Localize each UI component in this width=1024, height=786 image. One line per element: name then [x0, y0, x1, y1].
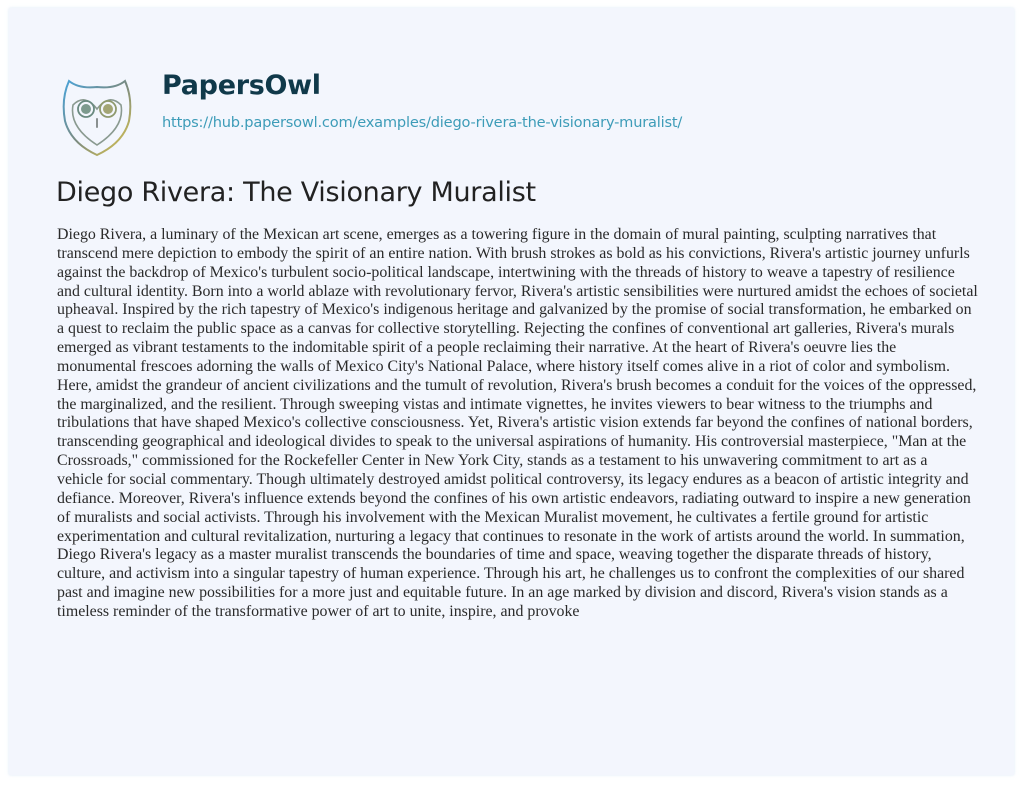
brand-name[interactable]: PapersOwl — [162, 70, 321, 101]
body-line: Here, amidst the grandeur of ancient civilizations and the tumult of revolution, Rivera's brush becomes a conduit for the voices of the oppressed, — [57, 376, 977, 394]
body-line: of muralists and social activists. Through his involvement with the Mexican Muralist movement, he cultivates a fertile ground for artistic — [57, 508, 929, 526]
body-line: and cultural identity. Born into a world ablaze with revolutionary fervor, Rivera's artistic sensibilities were nurtured amidst the echoes of societal — [57, 282, 978, 300]
body-line: transcend mere depiction to embody the spirit of an entire nation. With brush strokes as bold as his convictions, Rivera's artistic journey unfurls — [57, 244, 970, 262]
body-line: monumental frescoes adorning the walls of Mexico City's National Palace, where history itself comes alive in a riot of color and symbolism. — [57, 357, 950, 375]
body-line: timeless reminder of the transformative power of art to unite, inspire, and provoke — [57, 602, 580, 620]
body-line: vehicle for social commentary. Though ultimately destroyed amidst political controversy, its legacy endures as a beacon of artistic integrity and — [57, 470, 969, 488]
body-line: transcending geographical and ideological divides to speak to the universal aspirations of humanity. His controversial masterpiece, "Man at the — [57, 433, 967, 451]
body-line: tribulations that have shaped Mexico's collective consciousness. Yet, Rivera's artistic vision extends far beyond the confines of national borders, — [57, 414, 973, 432]
body-line: against the backdrop of Mexico's turbulent socio-political landscape, intertwining with the threads of history to weave a tapestry of resilience — [57, 263, 955, 281]
article-body — [57, 226, 997, 622]
body-line: Crossroads," commissioned for the Rockefeller Center in New York City, stands as a testament to his unwavering commitment to art as a — [57, 452, 928, 470]
body-line: the marginalized, and the resilient. Through sweeping vistas and intimate vignettes, he invites viewers to bear witness to the triumphs and — [57, 395, 933, 413]
body-line: culture, and activism into a singular tapestry of human experience. Through his art, he challenges us to confront the complexities of our shared — [57, 565, 965, 583]
body-line: experimentation and cultural revitalization, nurturing a legacy that continues to resonate in the work of artists around the world. In summation, — [57, 527, 965, 545]
body-line: upheaval. Inspired by the rich tapestry of Mexico's indigenous heritage and galvanized by the promise of social transformation, he embarked on — [57, 301, 972, 319]
document-card — [9, 8, 1014, 775]
body-line: a quest to reclaim the public space as a canvas for collective storytelling. Rejecting the confines of conventional art galleries, Rivera's murals — [57, 320, 955, 338]
body-line: defiance. Moreover, Rivera's influence extends beyond the confines of his own artistic endeavors, radiating outward to inspire a new generation — [57, 489, 971, 507]
owl-icon — [59, 75, 135, 159]
page-url-link[interactable]: https://hub.papersowl.com/examples/diego-rivera-the-visionary-muralist/ — [162, 114, 683, 131]
body-line: emerged as vibrant testaments to the indomitable spirit of a people reclaiming their narrative. At the heart of Rivera's oeuvre lies the — [57, 339, 897, 357]
page-title: Diego Rivera: The Visionary Muralist — [56, 177, 536, 208]
body-line: past and imagine new possibilities for a more just and equitable future. In an age marked by division and discord, Rivera's vision stands as a — [57, 584, 948, 602]
body-line: Diego Rivera's legacy as a master muralist transcends the boundaries of time and space, weaving together the disparate threads of history, — [57, 546, 932, 564]
body-line: Diego Rivera, a luminary of the Mexican art scene, emerges as a towering figure in the domain of mural painting, sculpting narratives that — [57, 226, 937, 243]
